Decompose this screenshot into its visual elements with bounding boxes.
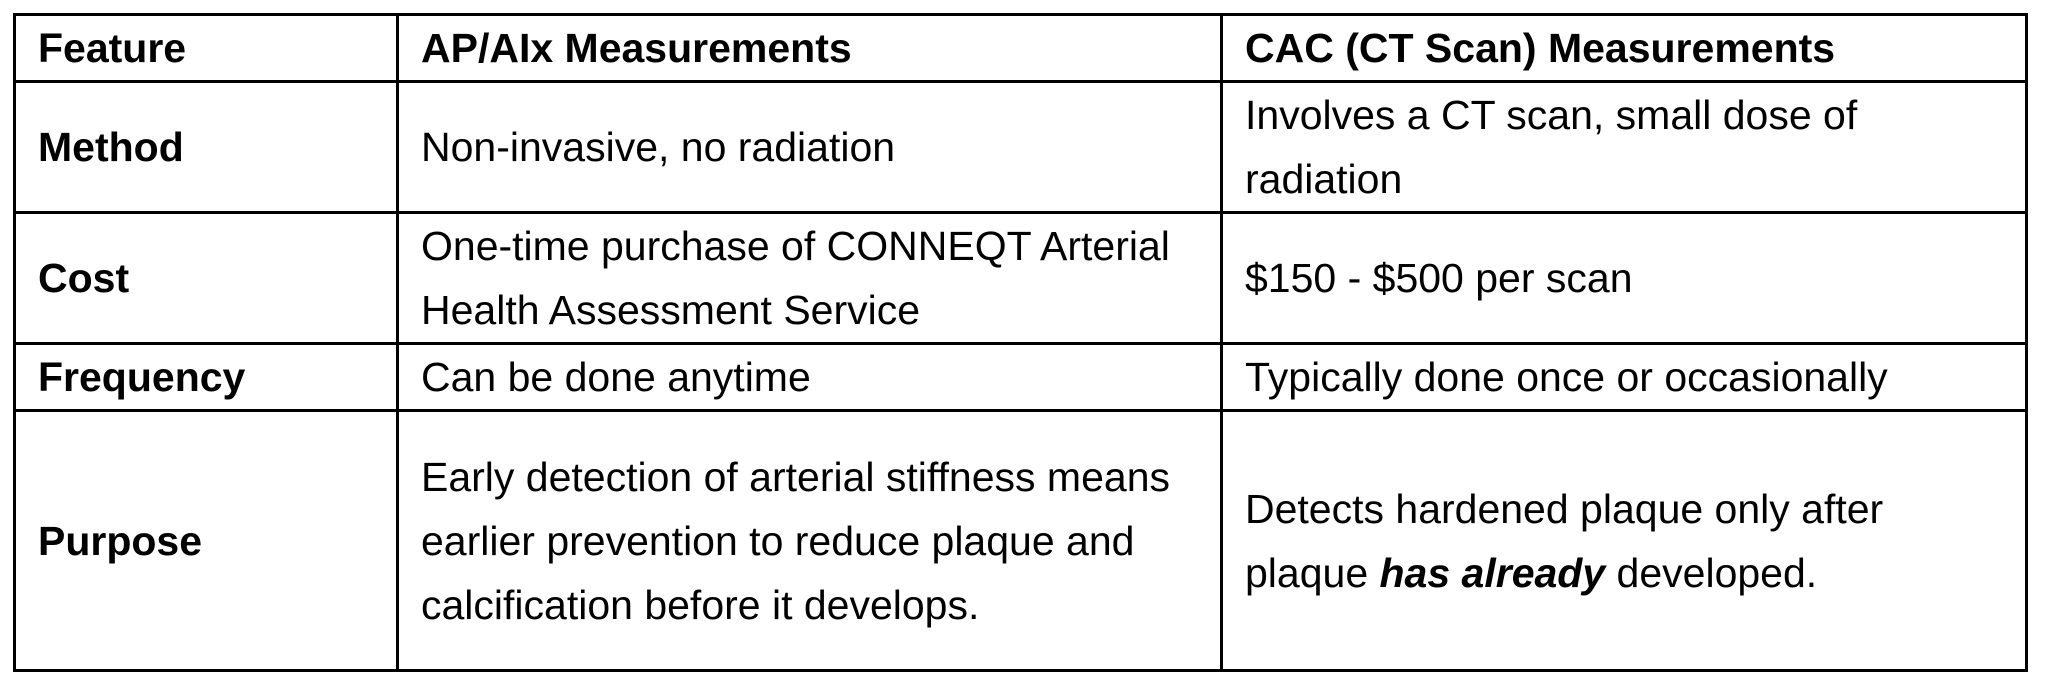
cac-cell: Typically done once or occasionally bbox=[1222, 344, 2027, 411]
ap-aix-cell: Early detection of arterial stiffness means earlier prevention to reduce plaque and calcification before it develops. bbox=[398, 411, 1222, 671]
ap-aix-cell: One-time purchase of CONNEQT Arterial Health Assessment Service bbox=[398, 213, 1222, 344]
header-cac: CAC (CT Scan) Measurements bbox=[1222, 15, 2027, 82]
cac-emphasis-text: has already bbox=[1379, 549, 1606, 596]
cac-cell bbox=[1222, 411, 2027, 671]
cac-text-after: developed. bbox=[1605, 549, 1818, 596]
table-row-cost bbox=[15, 213, 2027, 344]
cac-cell: $150 - $500 per scan bbox=[1222, 213, 2027, 344]
table-row-frequency bbox=[15, 344, 2027, 411]
table-row-purpose bbox=[15, 411, 2027, 671]
header-feature: Feature bbox=[15, 15, 398, 82]
comparison-table bbox=[13, 13, 2028, 672]
header-ap-aix: AP/AIx Measurements bbox=[398, 15, 1222, 82]
comparison-table-container bbox=[13, 13, 2028, 672]
feature-label: Cost bbox=[15, 213, 398, 344]
table-row-method bbox=[15, 82, 2027, 213]
feature-label: Frequency bbox=[15, 344, 398, 411]
feature-label: Method bbox=[15, 82, 398, 213]
ap-aix-cell: Can be done anytime bbox=[398, 344, 1222, 411]
cac-cell: Involves a CT scan, small dose of radiation bbox=[1222, 82, 2027, 213]
table-header-row bbox=[15, 15, 2027, 82]
cac-text-before: Detects hardened plaque only after plaque bbox=[1245, 485, 1884, 596]
feature-label: Purpose bbox=[15, 411, 398, 671]
ap-aix-cell: Non-invasive, no radiation bbox=[398, 82, 1222, 213]
